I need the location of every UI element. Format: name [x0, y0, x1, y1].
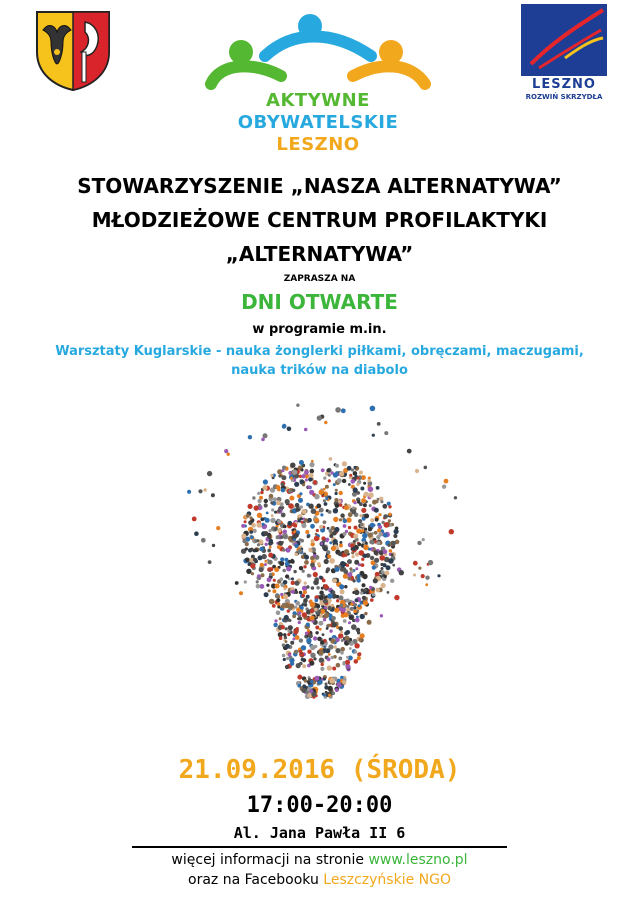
info-prefix-1: więcej informacji na stronie [171, 852, 369, 868]
workshops-line-1: Warsztaty Kuglarskie - nauka żonglerki piłkami, obręczami, maczugami, [55, 344, 584, 359]
event-time: 17:00-20:00 [246, 793, 393, 818]
crowd-lightbulb-icon [170, 395, 470, 735]
leszno-wings-icon [521, 4, 607, 76]
leszno-logo-slogan: ROZWIŃ SKRZYDŁA [525, 93, 603, 101]
facebook-link[interactable]: Leszczyńskie NGO [323, 872, 451, 888]
invite-text: ZAPRASZA NA [283, 274, 356, 284]
website-link[interactable]: www.leszno.pl [368, 852, 468, 868]
people-figures-icon [203, 12, 433, 90]
aol-logo [203, 12, 433, 162]
program-label: w programie m.in. [252, 322, 387, 337]
leszno-logo [521, 4, 607, 104]
event-address: Al. Jana Pawła II 6 [233, 824, 406, 842]
aol-logo-word-1: AKTYWNE [266, 90, 370, 111]
aol-logo-word-2: OBYWATELSKIE [237, 112, 399, 133]
aol-logo-word-3: LESZNO [276, 134, 360, 155]
event-title: DNI OTWARTE [241, 290, 398, 314]
divider [132, 846, 507, 848]
info-line-1 [0, 852, 639, 868]
heading-line-3: „ALTERNATYWA” [225, 242, 414, 266]
event-date: 21.09.2016 (ŚRODA) [178, 755, 461, 785]
city-crest-icon [33, 8, 113, 92]
info-line-2 [0, 872, 639, 888]
workshops-line-2: nauka trików na diabolo [231, 363, 408, 378]
leszno-logo-name: LESZNO [532, 77, 596, 92]
info-prefix-2: oraz na Facebooku [188, 872, 324, 888]
heading-line-1: STOWARZYSZENIE „NASZA ALTERNATYWA” [77, 174, 562, 198]
heading-line-2: MŁODZIEŻOWE CENTRUM PROFILAKTYKI [91, 208, 548, 232]
